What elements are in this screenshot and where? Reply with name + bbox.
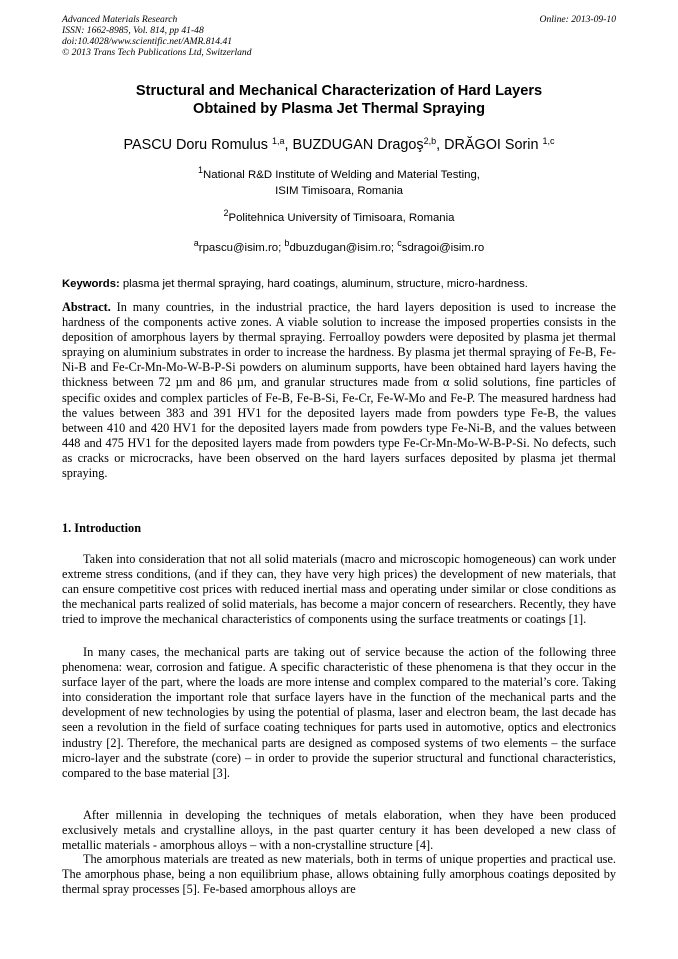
- paper-title: [62, 82, 616, 118]
- email-superscript: c: [397, 238, 402, 248]
- section-heading-introduction: 1. Introduction: [62, 521, 142, 535]
- journal-doi: doi:10.4028/www.scientific.net/AMR.814.41: [62, 36, 233, 47]
- intro-paragraph-2: In many cases, the mechanical parts are taking out of service because the action of the following three phenomena: wear, corrosion and fatigue. A specific characteristic of these phenomena is that they occur in the surface layer of the part, where the loads are more intense and complex compared to the material’s core. Taking into consideration the important role that surface layers have in the function of the mechanical parts and the development of new technologies by using the potential of plasma, laser and electron beam, the last decade has seen a revolution in the field of surface coating techniques for parts used in automotive, optics and electronics industry [2]. Therefore, the mechanical parts are designed as composed systems of two elements – the surface micro-layer and the substrate (core) – in order to provide the superior structural and functional characteristics, compared to the base material [3].: [62, 645, 616, 780]
- affiliation-superscript: 2: [223, 208, 229, 218]
- author-separator: ,: [436, 137, 445, 153]
- email-link[interactable]: dbuzdugan@isim.ro;: [289, 242, 398, 254]
- keywords: [62, 277, 616, 292]
- author-name: PASCU Doru Romulus: [123, 137, 272, 153]
- abstract-text: In many countries, in the industrial practice, the hard layers deposition is used to increase the hardness of the components active zones. A viable solution to increase the imposed properties consists in the deposition of amorphous layers by thermal spraying. Ferroalloy powders were deposited by plasma jet thermal spraying on aluminium substrates in order to increase the hardness. By plasma jet thermal spraying of Fe-B, Fe-Ni-B and Fe-Cr-Mn-Mo-W-B-P-Si powders on aluminum supports, have been obtained hard layers having the thickness between 72 µm and 86 µm, and granular structures made from α solid solutions, fine particles of specific oxides and complex particles of Fe-B, Fe-B-Si, Fe-Cr, Fe-W-Mo and Fe-P. The measured hardness had the values between 383 and 391 HV1 for the deposited layers made from powders type Fe-B, the values between 410 and 420 HV1 for the deposited layers made from powders type Fe-Ni-B, and the values between 448 and 475 HV1 for the deposited layers made from powders type Fe-Cr-Mn-Mo-W-B-P-Si. No defects, such as cracks or microcracks, have been observed on the hard layers surfaces deposited by plasma jet thermal spraying.: [62, 300, 616, 481]
- author-superscript: 2,b: [423, 136, 437, 146]
- affiliation-1: [62, 167, 616, 199]
- email-list: [62, 240, 616, 256]
- author-list: [62, 136, 616, 154]
- email-superscript: b: [284, 238, 290, 248]
- journal-header: [62, 14, 616, 58]
- author-superscript: 1,c: [542, 136, 555, 146]
- intro-paragraph-1: Taken into consideration that not all solid materials (macro and microscopic homogeneous) can work under extreme stress conditions, (and if they can, they have very high prices) the development of new materials, that can ensure competitive cost prices with reduced inertial mass and operating under similar or close conditions as the mechanical parts realized of solid materials, has become a major concern of researchers. Recently, they have tried to improve the mechanical characteristics of components using the surface treatments or coatings [1].: [62, 552, 616, 627]
- affiliation-text: National R&D Institute of Welding and Material Testing,: [203, 169, 480, 181]
- email-link[interactable]: rpascu@isim.ro;: [198, 242, 285, 254]
- author-name: DRĂGOI Sorin: [444, 137, 543, 153]
- affiliation-text: ISIM Timisoara, Romania: [275, 185, 403, 197]
- abstract-label: Abstract.: [62, 300, 111, 314]
- keywords-label: Keywords:: [62, 278, 120, 290]
- affiliation-superscript: 1: [198, 165, 204, 175]
- affiliation-2: [62, 210, 616, 226]
- journal-issn: ISSN: 1662-8985, Vol. 814, pp 41-48: [62, 25, 204, 36]
- affiliation-text: Politehnica University of Timisoara, Romania: [228, 212, 455, 224]
- online-date: Online: 2013-09-10: [539, 14, 616, 25]
- title-line-1: Structural and Mechanical Characterization of Hard Layers: [135, 83, 543, 99]
- keywords-text: plasma jet thermal spraying, hard coatings, aluminum, structure, micro-hardness.: [119, 278, 528, 290]
- author-separator: ,: [284, 137, 293, 153]
- author-superscript: 1,a: [271, 136, 285, 146]
- journal-copyright: © 2013 Trans Tech Publications Ltd, Switzerland: [62, 47, 252, 58]
- intro-paragraph-3: After millennia in developing the techniques of metals elaboration, when they have been produced exclusively metals and crystalline alloys, in the past quarter century it has been developed a new class of metallic materials - amorphous alloys – with a non-crystalline structure [4].: [62, 808, 616, 853]
- journal-name: Advanced Materials Research: [62, 14, 178, 25]
- email-superscript: a: [193, 238, 199, 248]
- intro-paragraph-4: The amorphous materials are treated as new materials, both in terms of unique properties and practical use. The amorphous phase, being a non equilibrium phase, allows obtaining fully amorphous coatings deposited by thermal spray processes [5]. Fe-based amorphous alloys are: [62, 852, 616, 897]
- email-link[interactable]: sdragoi@isim.ro: [401, 242, 485, 254]
- abstract: [62, 300, 616, 481]
- title-line-2: Obtained by Plasma Jet Thermal Spraying: [193, 101, 485, 117]
- author-name: BUZDUGAN Dragoş: [292, 137, 424, 153]
